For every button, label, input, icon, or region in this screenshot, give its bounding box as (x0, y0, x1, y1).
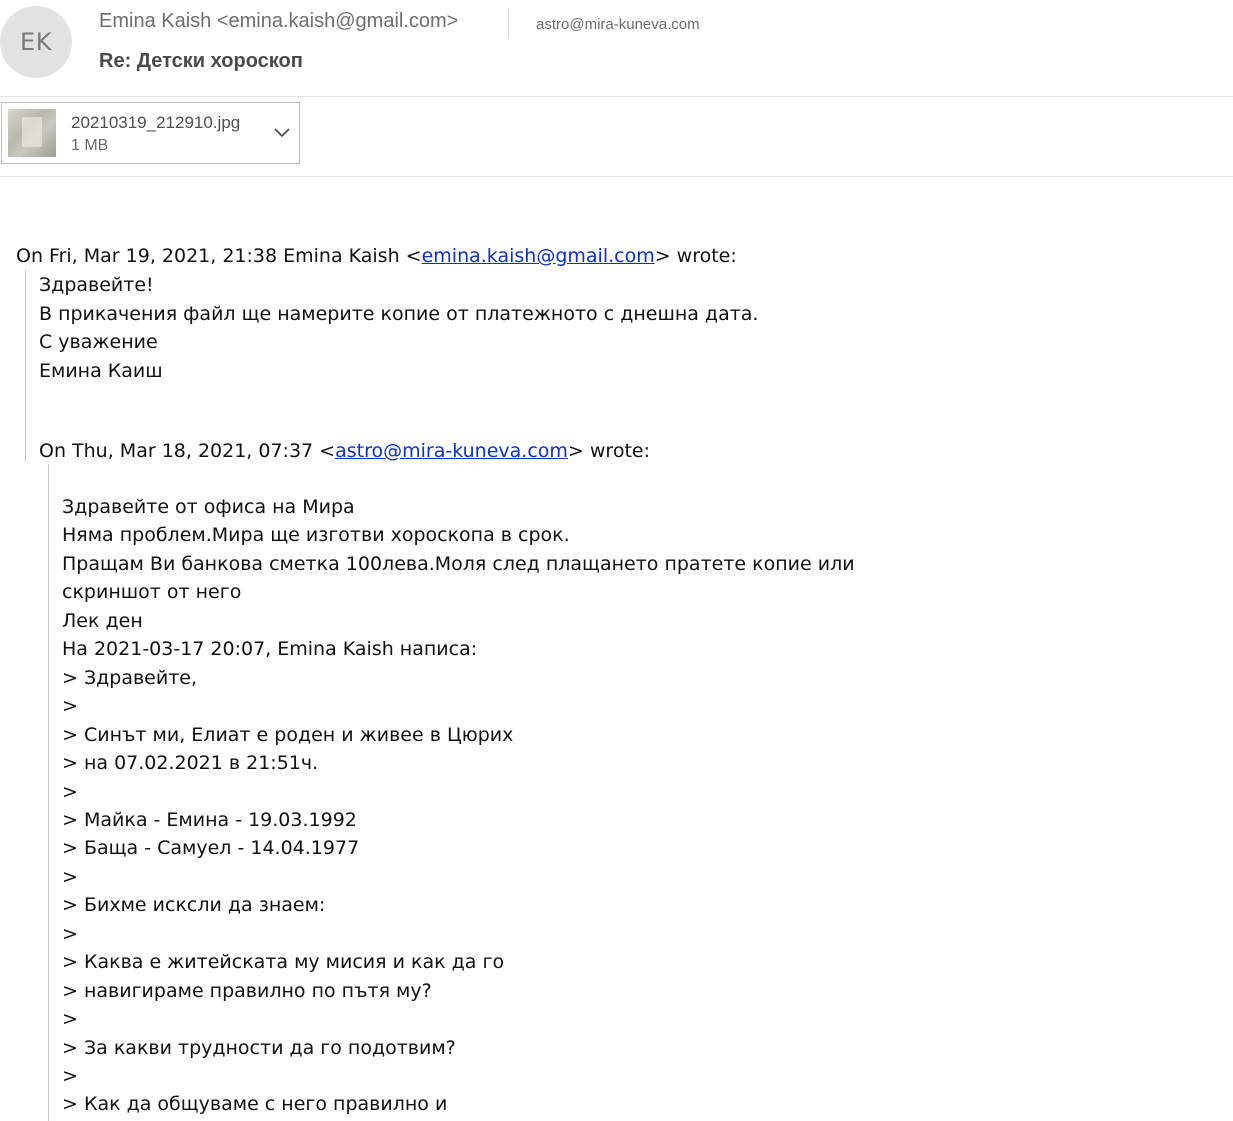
body-line: Емина Каиш (39, 359, 163, 382)
body-line: Пращам Ви банкова сметка 100лева.Моля след плащането пратете копие или (62, 552, 855, 575)
subject: Re: Детски хороскоп (99, 50, 303, 72)
body-line: Няма проблем.Мира ще изготви хороскопа в срок. (62, 524, 570, 547)
chevron-down-icon[interactable] (272, 123, 292, 143)
message-header (0, 0, 1233, 97)
quote-bar (48, 464, 49, 1121)
email-link[interactable]: astro@mira-kuneva.com (335, 440, 568, 462)
body-line: > Бихме исксли да знаем: (62, 894, 326, 917)
body-line: > (62, 695, 78, 718)
body-line: > (62, 780, 78, 803)
body-line: С уважение (39, 331, 158, 354)
attachment-card[interactable] (1, 102, 300, 164)
body-line: скриншот от него (62, 581, 242, 604)
body-line: > (62, 1008, 78, 1031)
header-separator (0, 96, 1233, 97)
body-line: > Здравейте, (62, 666, 198, 689)
body-line: > Майка - Емина - 19.03.1992 (62, 808, 357, 831)
email-link[interactable]: emina.kaish@gmail.com (421, 245, 655, 267)
body-line: > (62, 1065, 78, 1087)
attachment-thumbnail (8, 109, 56, 157)
quote-attribution: On Fri, Mar 19, 2021, 21:38 Emina Kaish <emina.kaish@gmail.com> wrote: (16, 245, 737, 267)
body-line: > (62, 922, 78, 945)
recipient[interactable]: astro@mira-kuneva.com (536, 16, 700, 33)
body-line: > Каква е житейската му мисия и как да го (62, 951, 505, 974)
body-line: > За какви трудности да го подотвим? (62, 1036, 456, 1059)
body-line: > на 07.02.2021 в 21:51ч. (62, 752, 319, 775)
attachment-separator (0, 176, 1233, 177)
quote-attribution: On Thu, Mar 18, 2021, 07:37 <astro@mira-kuneva.com> wrote: (39, 440, 650, 462)
quote-bar (25, 270, 26, 462)
body-line: На 2021-03-17 20:07, Emina Kaish написа: (62, 638, 478, 661)
attachment-size: 1 MB (71, 137, 109, 154)
body-line: > Как да общуваме с него правилно и (62, 1093, 448, 1116)
body-line: > Синът ми, Елиат е роден и живее в Цюрих (62, 723, 514, 746)
body-line: В прикачения файл ще намерите копие от платежното с днешна дата. (39, 302, 759, 325)
attachment-filename: 20210319_212910.jpg (71, 113, 241, 132)
header-divider (508, 9, 509, 38)
body-line: Здравейте от офиса на Мира (62, 496, 355, 518)
avatar[interactable]: EK (0, 6, 72, 78)
body-line: Лек ден (62, 609, 143, 632)
body-line: > (62, 865, 78, 888)
body-line: > Баща - Самуел - 14.04.1977 (62, 837, 360, 860)
sender[interactable]: Emina Kaish <emina.kaish@gmail.com> (99, 10, 459, 32)
body-line: > навигираме правилно по пътя му? (62, 979, 432, 1002)
body-line: Здравейте! (39, 274, 154, 296)
